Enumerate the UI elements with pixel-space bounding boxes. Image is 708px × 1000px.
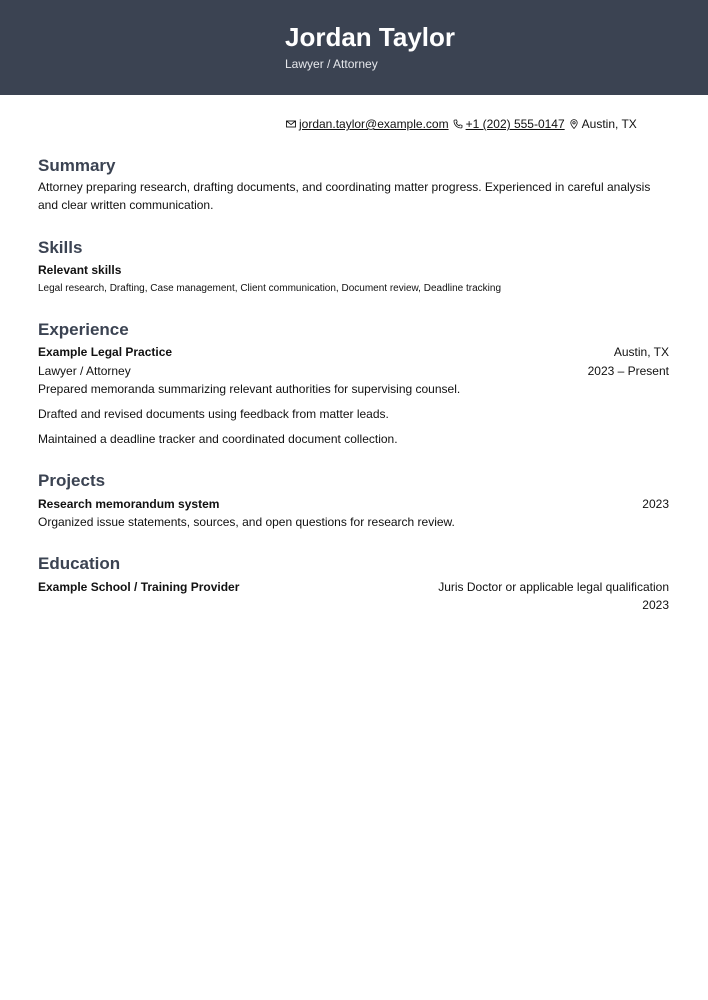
summary-text: Attorney preparing research, drafting documents, and coordinating matter progress. Experienced in careful analysis and clear written communication. (38, 180, 651, 212)
education-year: 2023 (642, 598, 669, 612)
education-degree: Juris Doctor or applicable legal qualification (438, 580, 669, 594)
experience-bullet: Drafted and revised documents using feedback from matter leads. (38, 407, 389, 421)
skills-title: Skills (38, 238, 83, 257)
experience-location: Austin, TX (613, 345, 669, 359)
project-year: 2023 (642, 497, 669, 511)
skills-heading: Relevant skills (38, 263, 122, 277)
email-link[interactable]: jordan.taylor@example.com (299, 117, 449, 131)
location-pin-icon (569, 119, 580, 130)
experience-dates: 2023 – Present (587, 364, 669, 378)
education-school: Example School / Training Provider (38, 580, 240, 594)
projects-title: Projects (38, 471, 106, 490)
mail-icon (286, 119, 297, 130)
experience-title: Experience (38, 320, 129, 339)
experience-company: Example Legal Practice (38, 345, 173, 359)
experience-position: Lawyer / Attorney (38, 364, 131, 378)
education-title: Education (38, 554, 121, 573)
resume-header (0, 0, 708, 95)
candidate-name: Jordan Taylor (285, 22, 456, 52)
experience-bullet: Prepared memoranda summarizing relevant authorities for supervising counsel. (38, 382, 461, 396)
project-description: Organized issue statements, sources, and open questions for research review. (38, 515, 455, 529)
project-name: Research memorandum system (38, 497, 220, 511)
summary-title: Summary (38, 156, 116, 175)
experience-bullet: Maintained a deadline tracker and coordinated document collection. (38, 432, 398, 446)
contact-line (286, 116, 637, 132)
skills-list: Legal research, Drafting, Case management, Client communication, Document review, Deadline tracking (38, 283, 502, 294)
phone-link[interactable]: +1 (202) 555-0147 (465, 117, 565, 131)
candidate-role: Lawyer / Attorney (285, 57, 378, 71)
location-text: Austin, TX (581, 117, 637, 131)
phone-icon (453, 119, 464, 130)
